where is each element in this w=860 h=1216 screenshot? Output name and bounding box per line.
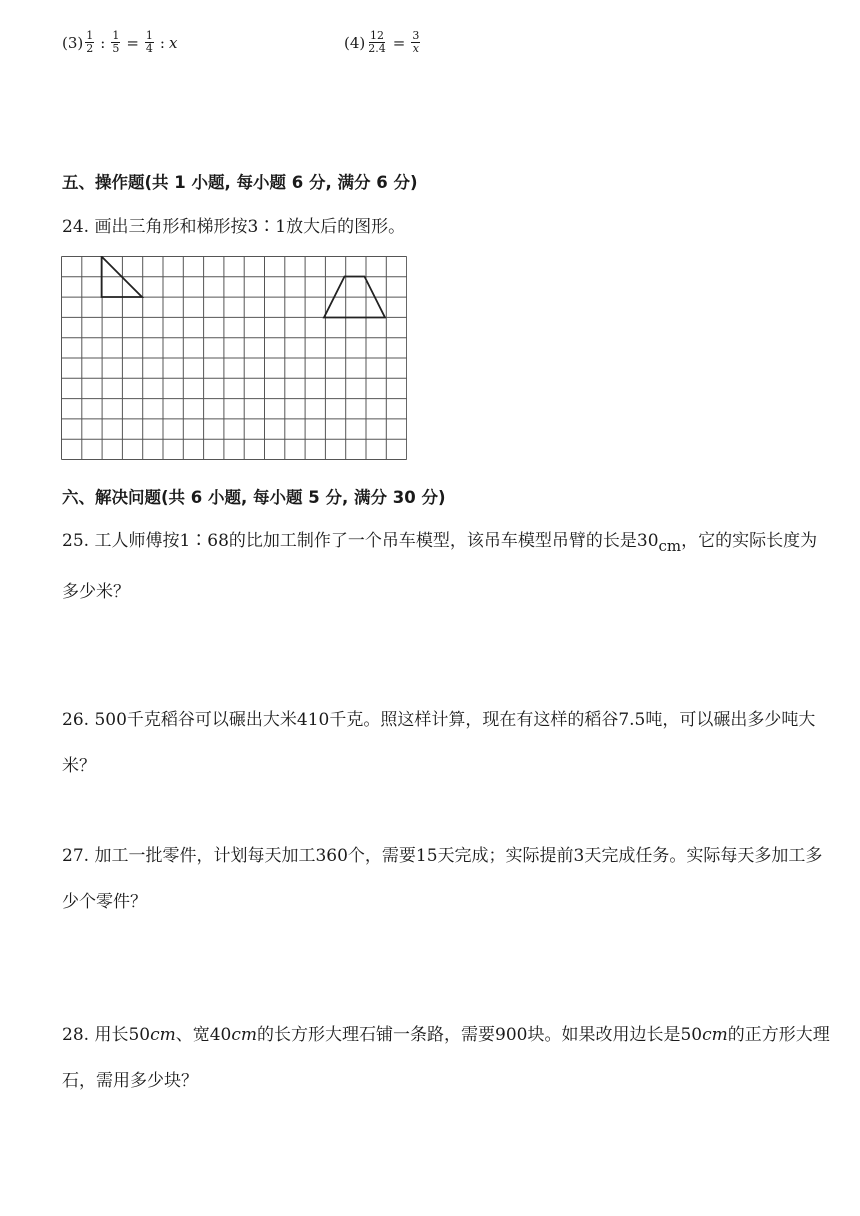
ratio-colon: : [159,33,165,52]
numerator: 1 [86,29,94,42]
question-28-text: 的长方形大理石铺一条路，需要900块。如果改用边长是50 [257,1025,703,1045]
denominator: 4 [145,42,153,55]
unit-label: cm [702,1025,728,1045]
question-28-text: 的正方形大理石，需用多少块？ [62,1025,830,1091]
grid-figure [61,256,407,464]
question-27: 27. 加工一批零件，计划每天加工360个，需要15天完成；实际提前3天完成任务。实际每天多加工多少个零件？ [62,846,823,912]
question-25-text: 25. 工人师傅按1∶68的比加工制作了一个吊车模型，该吊车模型吊臂的长是30 [62,531,659,551]
unit-label: cm [150,1025,176,1045]
question-28-text: 、宽40 [175,1025,232,1045]
fraction [367,30,387,55]
grid-lines [62,257,407,460]
fraction [111,30,120,55]
fraction [85,30,94,55]
question-28-text: 28. 用长50 [62,1025,151,1045]
numerator: 3 [412,29,420,42]
equation-label: (4) [344,33,366,52]
equals-sign: = [392,33,406,52]
denominator: 2 [86,42,94,55]
denominator: 5 [112,42,120,55]
question-24: 24. 画出三角形和梯形按3∶1放大后的图形。 [62,217,406,237]
unit-label: cm [658,537,682,555]
section-6-heading: 六、解决问题(共 6 小题, 每小题 5 分, 满分 30 分) [62,488,446,507]
question-26: 26. 500千克稻谷可以碾出大米410千克。照这样计算，现在有这样的稻谷7.5吨，可以碾出多少吨大米？ [62,710,816,776]
denominator: x [412,42,419,55]
numerator: 1 [112,29,120,42]
denominator: 2.4 [368,42,386,55]
equation-label: (3) [62,33,84,52]
numerator: 1 [145,29,153,42]
fraction [145,30,154,55]
fraction [411,30,420,55]
question-25 [62,518,834,615]
equals-sign: = [126,33,139,52]
equation-4 [344,30,422,55]
numerator: 12 [370,29,384,42]
unit-label: cm [231,1025,258,1045]
ratio-colon: : [100,33,106,52]
section-5-heading: 五、操作题(共 1 小题, 每小题 6 分, 满分 6 分) [62,173,418,192]
equation-3 [62,30,177,55]
variable: x [168,33,178,52]
question-25-text-end: ，它的实际长度为多少米？ [62,531,818,602]
question-28 [62,1012,834,1104]
